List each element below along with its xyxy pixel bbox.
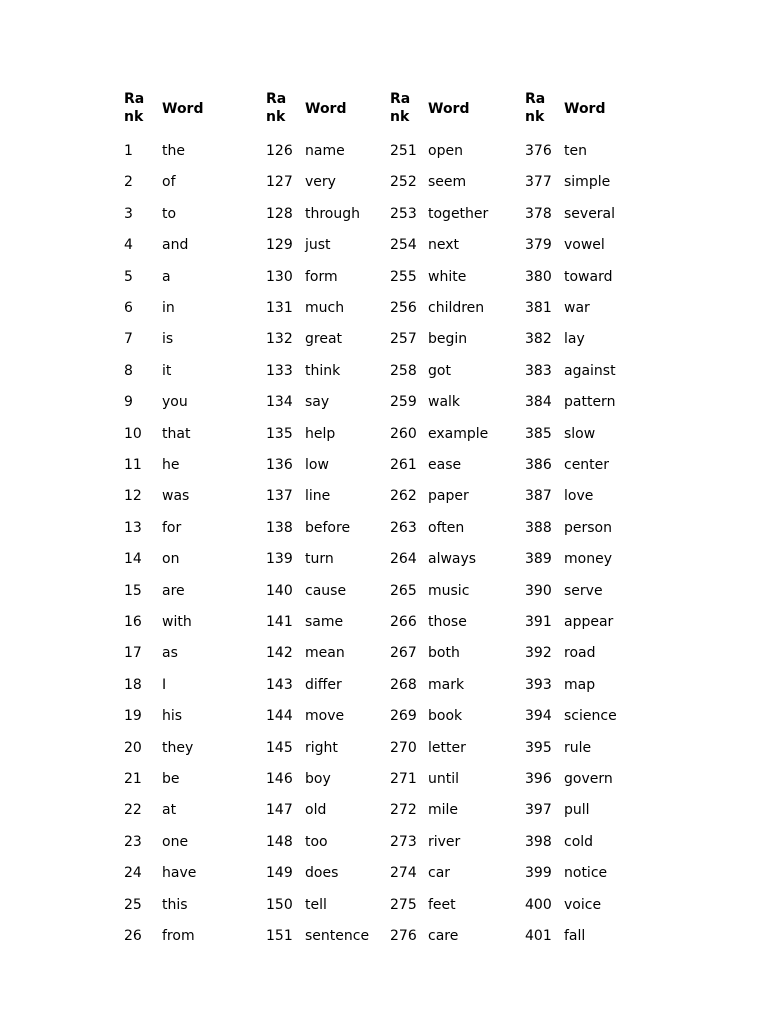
word-value: be [162, 771, 180, 787]
word-value: center [564, 457, 610, 473]
rank-value: 401 [525, 928, 552, 944]
word-value: children [428, 300, 485, 316]
rank-header: Rank [525, 91, 546, 125]
rank-value: 12 [124, 488, 142, 505]
rank-value: 380 [525, 268, 552, 285]
word-value: ten [564, 143, 587, 159]
rank-value: 378 [525, 205, 552, 222]
word-value: rule [564, 739, 592, 756]
word-value: sentence [305, 928, 370, 944]
word-value: are [162, 582, 185, 599]
word-value: notice [564, 865, 608, 882]
rank-value: 11 [124, 457, 142, 473]
word-value: against [564, 362, 616, 379]
rank-value: 149 [266, 865, 293, 882]
word-value: with [162, 614, 192, 630]
rank-value: 135 [266, 425, 293, 442]
rank-value: 146 [266, 771, 293, 787]
rank-value: 261 [390, 457, 417, 473]
word-value: very [305, 174, 336, 191]
word-value: serve [564, 582, 603, 599]
rank-value: 276 [390, 928, 417, 944]
word-value: white [428, 268, 467, 285]
word-value: move [305, 708, 345, 725]
word-header: Word [305, 101, 347, 117]
rank-value: 141 [266, 614, 293, 630]
word-value: letter [428, 739, 466, 756]
rank-value: 142 [266, 645, 293, 662]
rank-header: Rank [124, 91, 145, 125]
word-value: boy [305, 771, 331, 787]
rank-value: 394 [525, 708, 552, 725]
word-value: both [428, 645, 460, 662]
rank-value: 271 [390, 771, 417, 787]
rank-value: 275 [390, 896, 417, 913]
rank-value: 140 [266, 582, 293, 599]
rank-value: 139 [266, 551, 293, 568]
rank-value: 274 [390, 865, 417, 882]
rank-value: 19 [124, 708, 142, 725]
rank-value: 254 [390, 237, 417, 254]
word-value: say [305, 394, 330, 411]
word-value: you [162, 394, 188, 411]
rank-value: 382 [525, 331, 552, 348]
rank-value: 136 [266, 457, 293, 473]
rank-value: 376 [525, 143, 552, 159]
rank-value: 260 [390, 425, 417, 442]
word-value: got [428, 362, 451, 379]
word-value: until [428, 771, 460, 787]
word-value: mean [305, 645, 345, 662]
word-value: music [428, 582, 470, 599]
word-value: vowel [564, 237, 605, 254]
word-value: voice [564, 896, 602, 913]
rank-value: 7 [124, 331, 133, 348]
rank-value: 127 [266, 174, 293, 191]
word-value: the [162, 143, 185, 159]
word-value: name [305, 143, 345, 159]
rank-value: 24 [124, 865, 142, 882]
word-value: tell [305, 896, 327, 913]
word-value: river [428, 833, 461, 850]
word-value: pull [564, 802, 590, 819]
word-value: that [162, 425, 191, 442]
rank-value: 256 [390, 300, 417, 316]
rank-value: 134 [266, 394, 293, 411]
rank-value: 18 [124, 676, 142, 693]
word-value: line [305, 488, 331, 505]
rank-value: 397 [525, 802, 552, 819]
rank-value: 130 [266, 268, 293, 285]
word-value: to [162, 205, 177, 222]
word-value: appear [564, 614, 614, 630]
rank-value: 144 [266, 708, 293, 725]
word-value: have [162, 865, 197, 882]
rank-value: 398 [525, 833, 552, 850]
rank-value: 266 [390, 614, 417, 630]
rank-value: 392 [525, 645, 552, 662]
word-value: as [162, 645, 178, 662]
rank-value: 3 [124, 205, 133, 222]
word-value: often [428, 519, 465, 536]
word-value: he [162, 457, 180, 473]
word-value: seem [428, 174, 467, 191]
rank-value: 143 [266, 676, 293, 693]
word-value: mark [428, 676, 465, 693]
rank-value: 269 [390, 708, 417, 725]
rank-value: 258 [390, 362, 417, 379]
word-value: always [428, 551, 477, 568]
word-value: book [428, 708, 463, 725]
word-value: for [162, 519, 182, 536]
rank-value: 270 [390, 739, 417, 756]
word-value: map [564, 676, 596, 693]
word-value: next [428, 237, 460, 254]
rank-value: 147 [266, 802, 293, 819]
rank-value: 388 [525, 519, 552, 536]
rank-value: 396 [525, 771, 552, 787]
rank-value: 145 [266, 739, 293, 756]
word-value: low [305, 457, 329, 473]
word-value: a [162, 268, 171, 285]
word-header: Word [564, 101, 606, 117]
rank-value: 377 [525, 174, 552, 191]
rank-header: Rank [390, 91, 411, 125]
word-value: several [564, 205, 616, 222]
word-value: right [305, 739, 338, 756]
rank-value: 264 [390, 551, 417, 568]
word-value: does [305, 865, 339, 882]
word-value: in [162, 300, 175, 316]
word-value: pattern [564, 394, 616, 411]
rank-value: 399 [525, 865, 552, 882]
word-value: was [162, 488, 190, 505]
rank-value: 2 [124, 174, 133, 191]
word-value: they [162, 739, 194, 756]
rank-value: 268 [390, 676, 417, 693]
rank-value: 137 [266, 488, 293, 505]
word-value: it [162, 362, 172, 379]
word-value: mile [428, 802, 459, 819]
rank-value: 138 [266, 519, 293, 536]
word-value: form [305, 268, 338, 285]
rank-value: 257 [390, 331, 417, 348]
rank-value: 26 [124, 928, 142, 944]
word-value: together [428, 205, 489, 222]
word-value: example [428, 425, 489, 442]
word-value: car [428, 865, 451, 882]
word-value: war [564, 300, 590, 316]
rank-value: 386 [525, 457, 552, 473]
rank-value: 267 [390, 645, 417, 662]
word-header: Word [428, 101, 470, 117]
word-value: before [305, 519, 351, 536]
rank-value: 262 [390, 488, 417, 505]
word-value: think [305, 362, 341, 379]
word-header: Word [162, 101, 204, 117]
rank-value: 385 [525, 425, 552, 442]
word-value: on [162, 551, 180, 568]
word-value: I [162, 676, 167, 693]
rank-value: 15 [124, 582, 142, 599]
rank-value: 387 [525, 488, 552, 505]
word-value: love [564, 488, 594, 505]
word-value: cold [564, 833, 594, 850]
word-value: great [305, 331, 343, 348]
word-value: differ [305, 676, 342, 693]
rank-value: 6 [124, 300, 133, 316]
rank-value: 14 [124, 551, 142, 568]
rank-value: 272 [390, 802, 417, 819]
rank-value: 393 [525, 676, 552, 693]
word-value: one [162, 833, 189, 850]
word-value: old [305, 802, 327, 819]
rank-value: 148 [266, 833, 293, 850]
rank-value: 391 [525, 614, 552, 630]
rank-value: 390 [525, 582, 552, 599]
rank-value: 25 [124, 896, 142, 913]
rank-value: 21 [124, 771, 142, 787]
rank-value: 379 [525, 237, 552, 254]
rank-header: Rank [266, 91, 287, 125]
word-value: is [162, 331, 174, 348]
rank-value: 133 [266, 362, 293, 379]
rank-value: 4 [124, 237, 133, 254]
word-value: through [305, 205, 361, 222]
rank-value: 263 [390, 519, 417, 536]
word-value: begin [428, 331, 468, 348]
word-value: person [564, 519, 612, 536]
rank-value: 20 [124, 739, 142, 756]
rank-value: 1 [124, 143, 133, 159]
word-value: and [162, 237, 189, 254]
word-value: at [162, 802, 177, 819]
word-value: feet [428, 896, 456, 913]
rank-value: 128 [266, 205, 293, 222]
word-value: this [162, 896, 188, 913]
word-value: road [564, 645, 596, 662]
word-value: walk [428, 394, 461, 411]
rank-value: 273 [390, 833, 417, 850]
word-value: open [428, 143, 463, 159]
rank-value: 126 [266, 143, 293, 159]
word-value: turn [305, 551, 334, 568]
rank-value: 384 [525, 394, 552, 411]
rank-value: 8 [124, 362, 133, 379]
word-value: cause [305, 582, 347, 599]
word-value: help [305, 425, 336, 442]
word-value: too [305, 833, 328, 850]
word-value: just [305, 237, 331, 254]
word-value: his [162, 708, 183, 725]
rank-value: 17 [124, 645, 142, 662]
rank-value: 265 [390, 582, 417, 599]
rank-value: 381 [525, 300, 552, 316]
rank-value: 389 [525, 551, 552, 568]
rank-value: 132 [266, 331, 293, 348]
word-value: much [305, 300, 345, 316]
word-value: govern [564, 771, 613, 787]
word-value: slow [564, 425, 596, 442]
rank-value: 151 [266, 928, 293, 944]
rank-value: 23 [124, 833, 142, 850]
rank-value: 255 [390, 268, 417, 285]
rank-value: 13 [124, 519, 142, 536]
rank-value: 400 [525, 896, 552, 913]
rank-value: 22 [124, 802, 142, 819]
rank-value: 5 [124, 268, 133, 285]
word-value: toward [564, 268, 613, 285]
word-value: paper [428, 488, 469, 505]
rank-value: 9 [124, 394, 133, 411]
rank-value: 131 [266, 300, 293, 316]
rank-value: 383 [525, 362, 552, 379]
rank-value: 251 [390, 143, 417, 159]
word-value: care [428, 928, 459, 944]
rank-value: 253 [390, 205, 417, 222]
rank-value: 252 [390, 174, 417, 191]
word-value: ease [428, 457, 462, 473]
rank-value: 10 [124, 425, 142, 442]
rank-value: 259 [390, 394, 417, 411]
rank-value: 395 [525, 739, 552, 756]
rank-value: 150 [266, 896, 293, 913]
rank-value: 16 [124, 614, 142, 630]
word-value: science [564, 708, 617, 725]
word-value: simple [564, 174, 611, 191]
word-value: same [305, 614, 344, 630]
word-value: from [162, 928, 195, 944]
word-value: lay [564, 331, 585, 348]
word-value: fall [564, 928, 586, 944]
word-value: those [428, 614, 467, 630]
rank-value: 129 [266, 237, 293, 254]
word-value: money [564, 551, 612, 568]
word-value: of [162, 174, 176, 191]
